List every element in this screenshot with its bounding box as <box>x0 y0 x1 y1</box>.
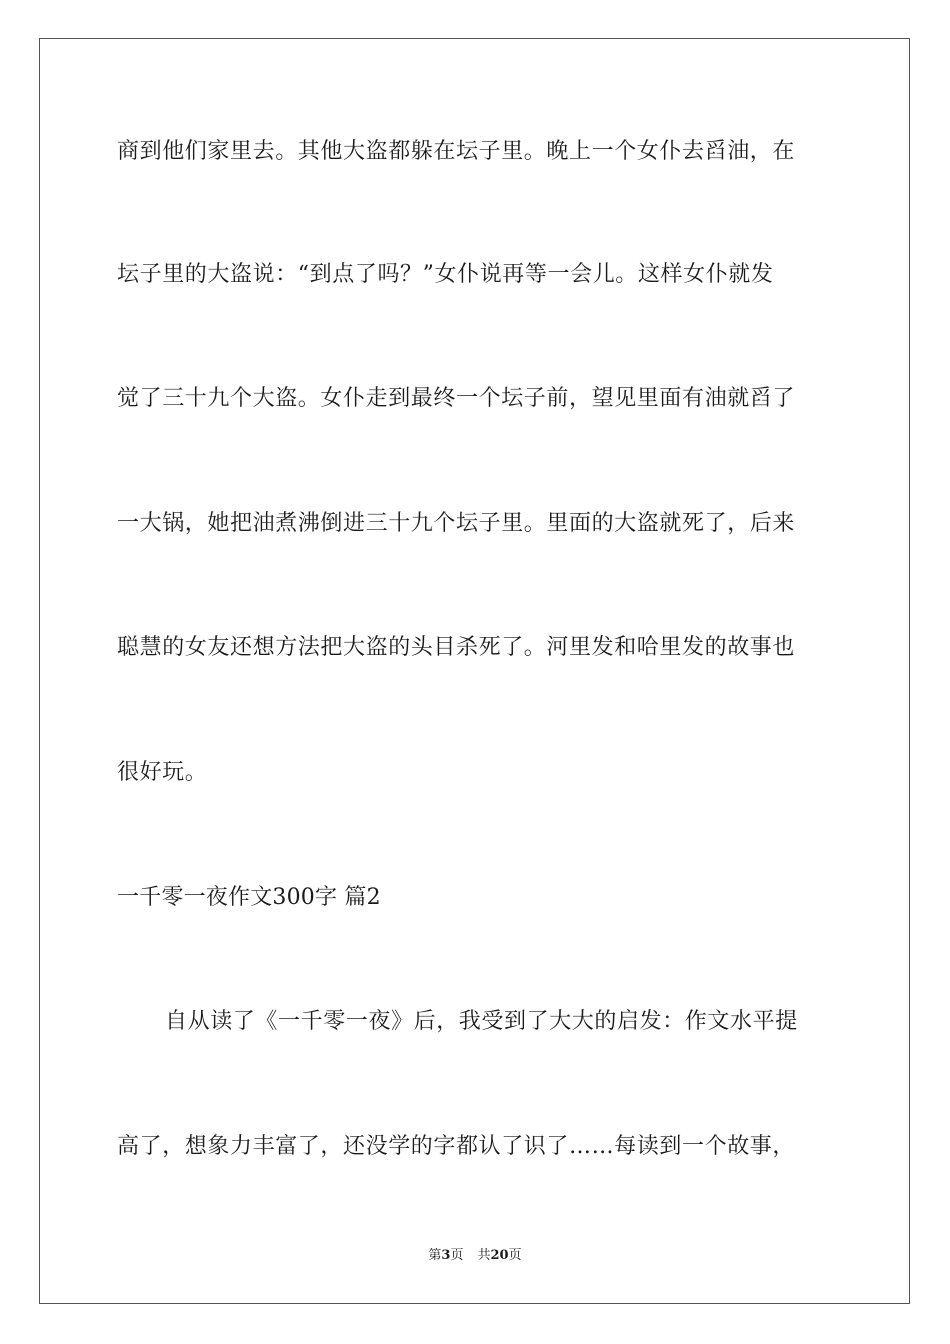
text-line-2: 坛子里的大盗说：“到点了吗？”女仆说再等一会儿。这样女仆就发 <box>117 262 774 287</box>
paragraph2-line-1: 自从读了《一千零一夜》后，我受到了大大的启发：作文水平提 <box>165 1009 798 1034</box>
footer-total-prefix: 共 <box>477 1248 491 1263</box>
footer-page-prefix: 第 <box>428 1248 442 1263</box>
page-border <box>39 38 910 1304</box>
text-line-4: 一大锅，她把油煮沸倒进三十九个坛子里。里面的大盗就死了，后来 <box>117 511 796 536</box>
text-line-3: 觉了三十九个大盗。女仆走到最终一个坛子前，望见里面有油就舀了 <box>117 386 796 411</box>
footer-page-suffix: 页 <box>450 1248 464 1263</box>
page-footer <box>0 1247 950 1265</box>
section-heading: 一千零一夜作文300字 篇2 <box>117 885 381 910</box>
footer-page-number: 3 <box>441 1248 451 1263</box>
paragraph2-line-2: 高了，想象力丰富了，还没学的字都认了识了……每读到一个故事， <box>117 1134 796 1159</box>
footer-total-number: 20 <box>490 1248 509 1263</box>
text-line-1: 商到他们家里去。其他大盗都躲在坛子里。晚上一个女仆去舀油，在 <box>117 139 796 164</box>
footer-total-suffix: 页 <box>508 1248 522 1263</box>
text-line-5: 聪慧的女友还想方法把大盗的头目杀死了。河里发和哈里发的故事也 <box>117 635 796 660</box>
text-line-6: 很好玩。 <box>117 760 208 785</box>
